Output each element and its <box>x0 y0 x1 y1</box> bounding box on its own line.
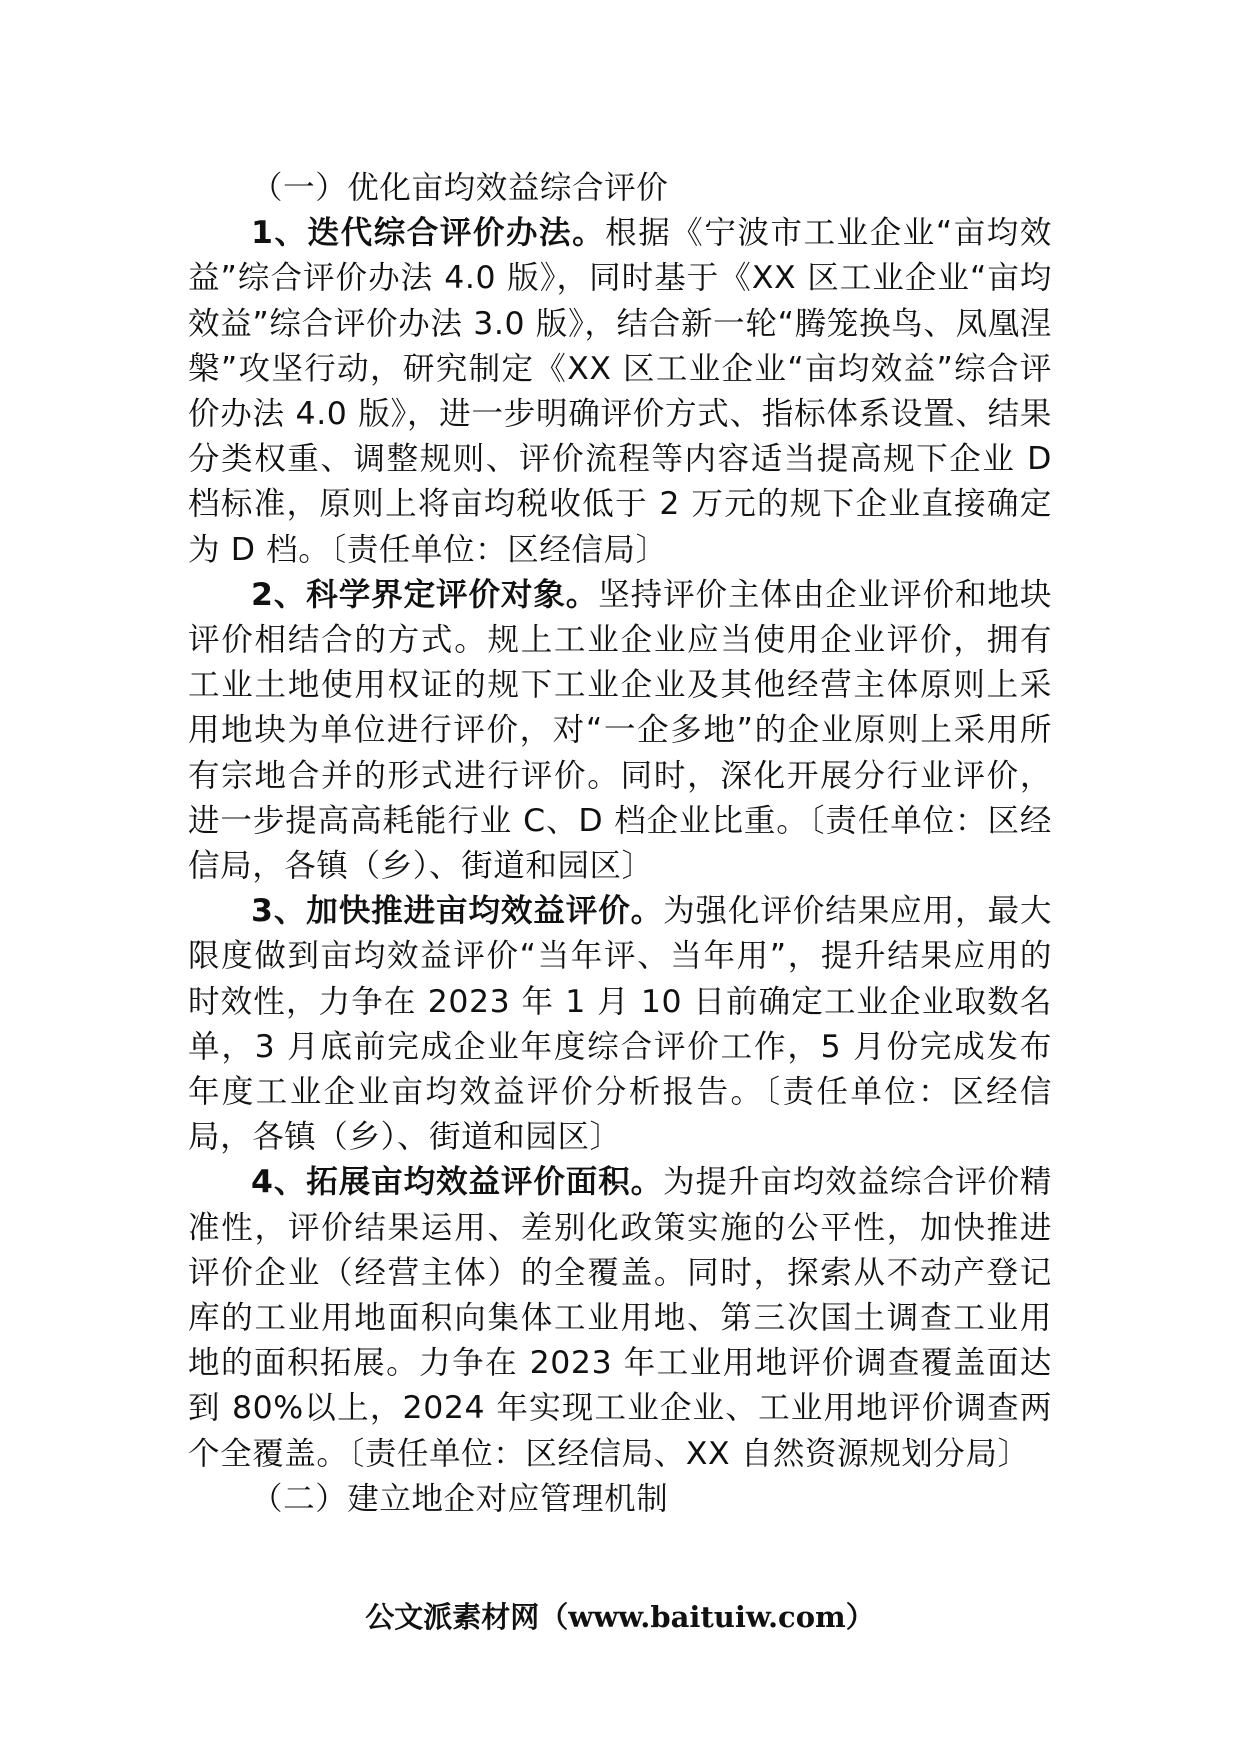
item-lead: 2、科学界定评价对象。 <box>251 576 599 613</box>
item-body: 为强化评价结果应用，最大限度做到亩均效益评价“当年评、当年用”，提升结果应用的时效性，力争在 2023 年 1 月 10 日前确定工业企业取数名单，3 月底前完成企业年度综合评价工作，5 月份完成发布年度工业企业亩均效益评价分析报告。〔责任单位：区经信局，各镇（乡）、街道和园区〕 <box>188 893 1052 1156</box>
item-lead: 4、拓展亩均效益评价面积。 <box>251 1164 664 1201</box>
list-item <box>188 573 1052 889</box>
section-heading-1: （一）优化亩均效益综合评价 <box>251 170 669 206</box>
footer-watermark: 公文派素材网（www.baituiw.com） <box>365 1600 875 1634</box>
item-body: 坚持评价主体由企业评价和地块评价相结合的方式。规上工业企业应当使用企业评价，拥有工业土地使用权证的规下工业企业及其他经营主体原则上采用地块为单位进行评价，对“一企多地”的企业原则上采用所有宗地合并的形式进行评价。同时，深化开展分行业评价，进一步提高高耗能行业 C、D 档企业比重。〔责任单位：区经信局，各镇（乡）、街道和园区〕 <box>188 576 1052 885</box>
item-body: 为提升亩均效益综合评价精准性，评价结果运用、差别化政策实施的公平性，加快推进评价企业（经营主体）的全覆盖。同时，探索从不动产登记库的工业用地面积向集体工业用地、第三次国土调查工业用地的面积拓展。力争在 2023 年工业用地评价调查覆盖面达到 80%以上，2024 年实现工业企业、工业用地评价调查两个全覆盖。〔责任单位：区经信局、XX 自然资源规划分局〕 <box>188 1164 1052 1472</box>
item-body: 根据《宁波市工业企业“亩均效益”综合评价办法 4.0 版》，同时基于《XX 区工业企业“亩均效益”综合评价办法 3.0 版》，结合新一轮“腾笼换鸟、凤凰涅槃”攻坚行动，研究制定《XX 区工业企业“亩均效益”综合评价办法 4.0 版》，进一步明确评价方式、指标体系设置、结果分类权重、调整规则、评价流程等内容适当提高规下企业 D 档标准，原则上将亩均税收低于 2 万元的规下企业直接确定为 D 档。〔责任单位：区经信局〕 <box>188 215 1052 568</box>
item-lead: 3、加快推进亩均效益评价。 <box>251 893 664 930</box>
list-item <box>188 211 1052 573</box>
item-lead: 1、迭代综合评价办法。 <box>251 215 606 252</box>
list-item <box>188 889 1052 1160</box>
list-item <box>188 1160 1052 1476</box>
document-body <box>188 166 1052 1522</box>
section-heading-2: （二）建立地企对应管理机制 <box>251 1480 669 1517</box>
